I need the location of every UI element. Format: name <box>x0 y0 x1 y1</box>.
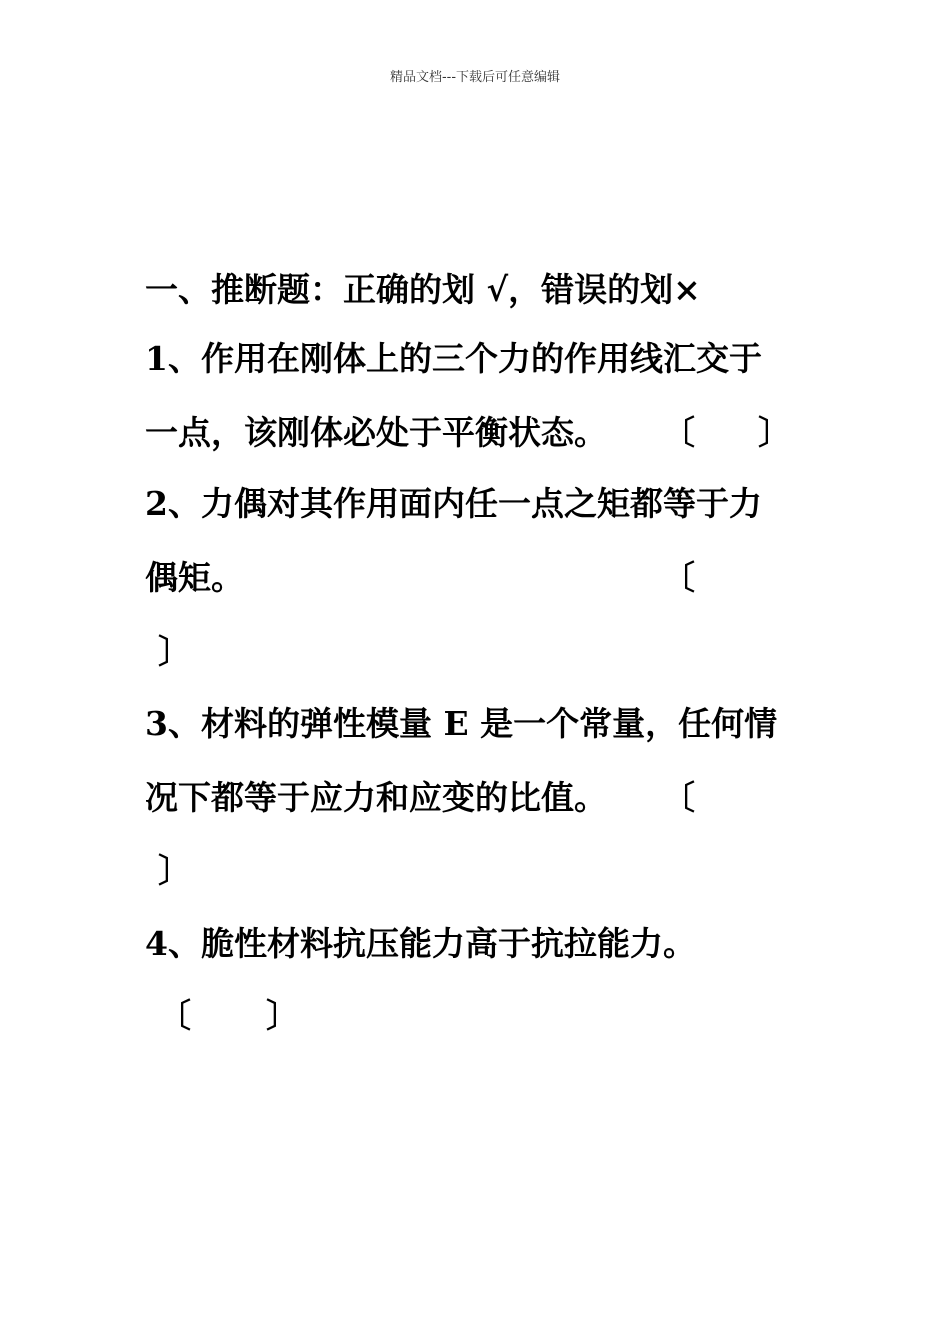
question-1-line-1: 1、作用在刚体上的三个力的作用线汇交于 <box>145 339 762 378</box>
question-3-line-1: 3、材料的弹性模量 E 是一个常量，任何情 <box>145 704 778 743</box>
answer-bracket-3-open[interactable]: 〔 <box>662 778 695 817</box>
answer-bracket-1-open[interactable]: 〔 <box>662 413 695 452</box>
question-4-line-1: 4、脆性材料抗压能力高于抗拉能力。 <box>145 924 696 963</box>
answer-bracket-3-close[interactable]: 〕 <box>158 851 191 890</box>
answer-bracket-1-close[interactable]: 〕 <box>758 413 791 452</box>
page-header: 精品文档---下载后可任意编辑 <box>389 70 561 85</box>
answer-bracket-4-open[interactable]: 〔 <box>158 996 191 1035</box>
question-3-line-2: 况下都等于应力和应变的比值。 <box>145 778 607 817</box>
question-2-line-1: 2、力偶对其作用面内任一点之矩都等于力 <box>145 484 762 523</box>
question-1-line-2: 一点，该刚体必处于平衡状态。 <box>145 413 607 452</box>
question-2-line-2: 偶矩。 <box>145 558 244 597</box>
answer-bracket-2-open[interactable]: 〔 <box>662 558 695 597</box>
section-title: 一、推断题：正确的划 √，错误的划× <box>145 270 701 309</box>
answer-bracket-2-close[interactable]: 〕 <box>158 632 191 671</box>
answer-bracket-4-close[interactable]: 〕 <box>266 996 299 1035</box>
